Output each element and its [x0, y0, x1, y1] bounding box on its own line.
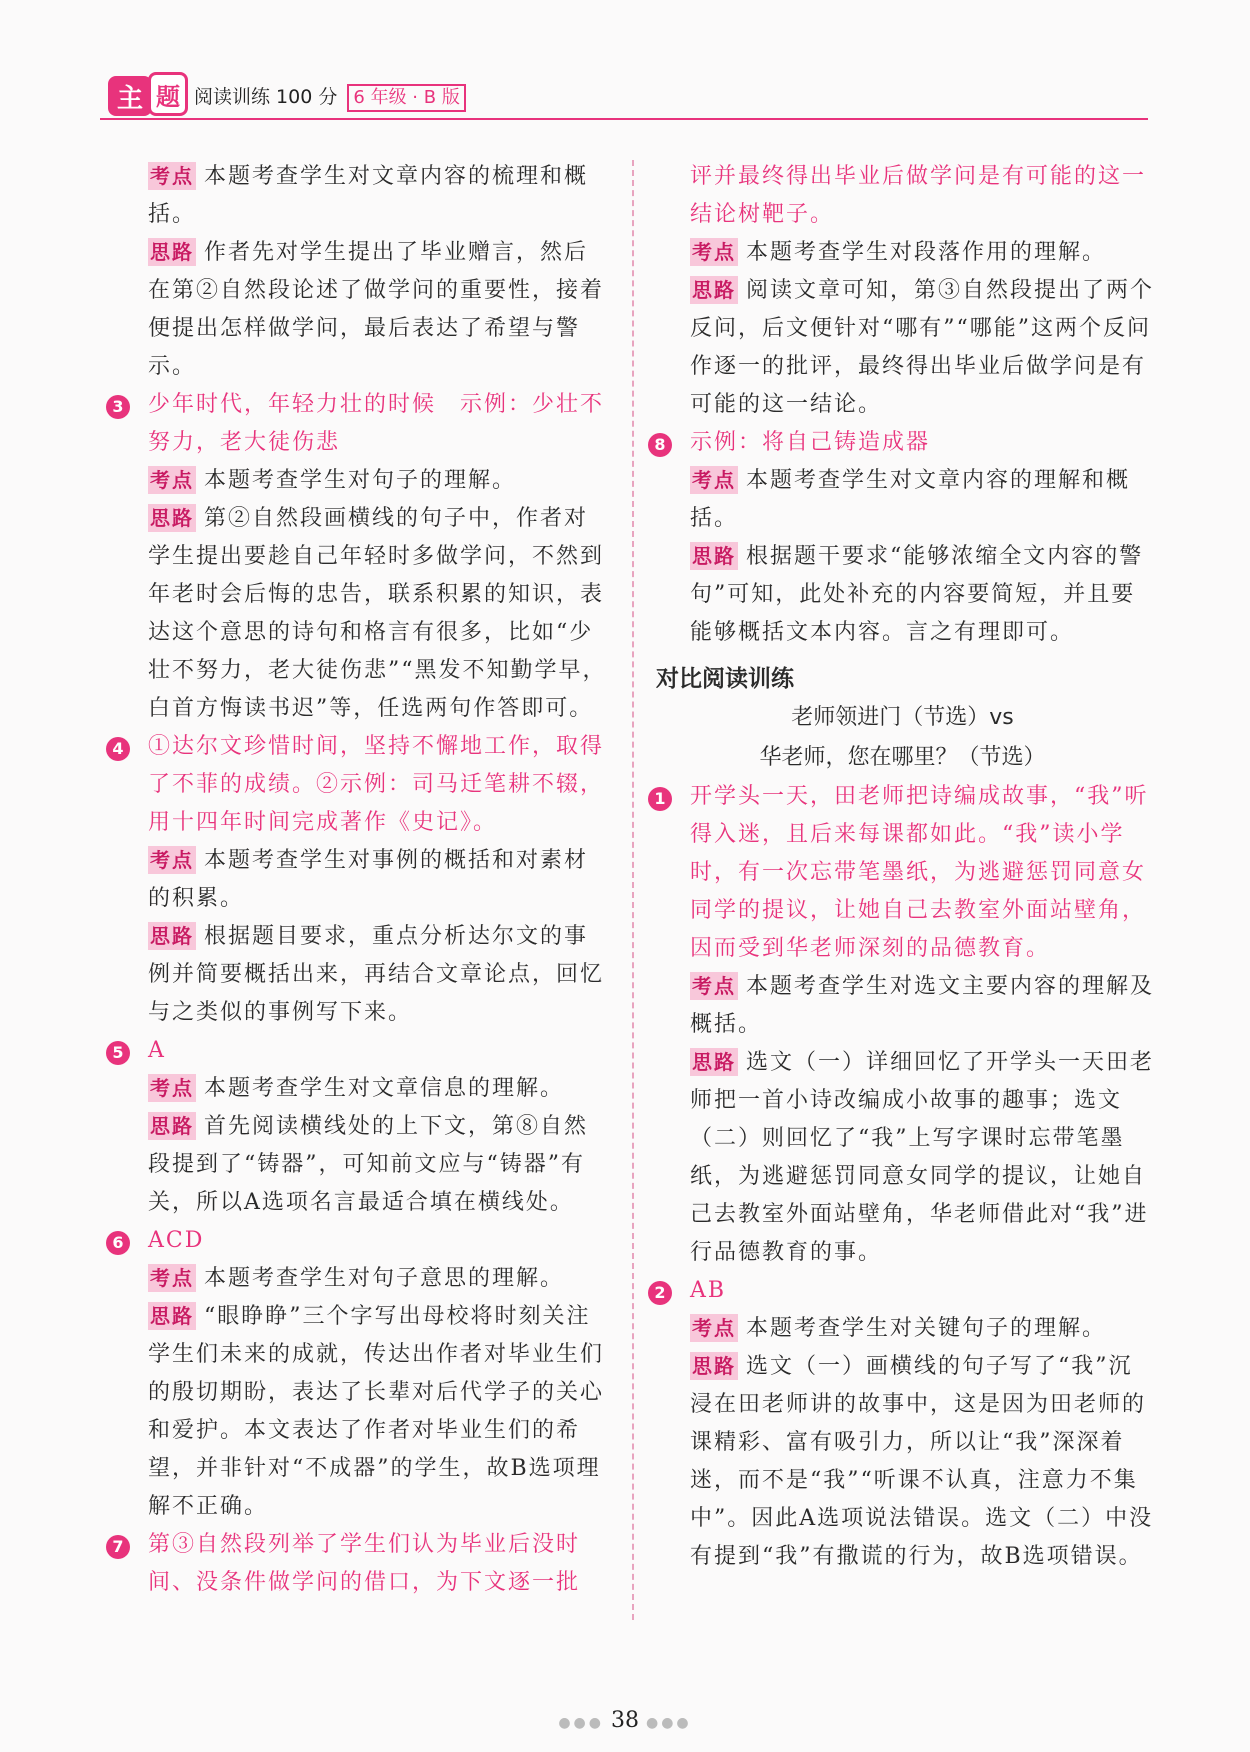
answer-block-q5	[108, 1032, 608, 1222]
answer-text: ①达尔文珍惜时间，坚持不懈地工作，取得了不菲的成绩。②示例：司马迁笔耕不辍，用十四年时间完成著作《史记》。	[148, 734, 605, 835]
silu-tag: 思路	[150, 240, 194, 264]
kaodian-text: 本题考查学生对句子意思的理解。	[204, 1266, 565, 1291]
answer-text: 评并最终得出毕业后做学问是有可能的这一结论树靶子。	[690, 164, 1147, 227]
answer-block-q7-cont	[650, 158, 1155, 424]
silu-text: 选文（一）详细回忆了开学头一天田老师把一首小诗改编成小故事的趣事；选文（二）则回忆了“我”上写字课时忘带笔墨纸，为逃避惩罚同意女同学的提议，让她自己去教室外面站壁角，华老师借此对“我”进行品德教育的事。	[690, 1050, 1155, 1265]
kaodian-tag: 考点	[150, 1266, 194, 1290]
answer-block-c2	[650, 1272, 1155, 1576]
book-title-text: 阅读训练 100 分	[194, 86, 338, 108]
answer-text: 少年时代，年轻力壮的时候 示例：少壮不努力，老大徒伤悲	[148, 392, 605, 455]
silu-line	[690, 1044, 1155, 1272]
kaodian-tag: 考点	[692, 974, 736, 998]
kaodian-line	[148, 1070, 608, 1108]
silu-text: 根据题目要求，重点分析达尔文的事例并简要概括出来，再结合文章论点，回忆与之类似的事例写下来。	[148, 924, 605, 1025]
silu-tag: 思路	[150, 924, 194, 948]
kaodian-tag: 考点	[692, 1316, 736, 1340]
question-number: 4	[106, 737, 130, 761]
page-header	[100, 72, 1150, 120]
kaodian-text: 本题考查学生对文章内容的理解和概括。	[690, 468, 1131, 531]
silu-text: 作者先对学生提出了毕业赠言，然后在第②自然段论述了做学问的重要性，接着便提出怎样做学问，最后表达了希望与警示。	[148, 240, 605, 379]
silu-text: 根据题干要求“能够浓缩全文内容的警句”可知，此处补充的内容要简短，并且要能够概括文本内容。言之有理即可。	[690, 544, 1144, 645]
kaodian-tag: 考点	[692, 240, 736, 264]
kaodian-line	[148, 1260, 608, 1298]
kaodian-line	[690, 968, 1155, 1044]
silu-tag: 思路	[692, 544, 736, 568]
answer-block-c1	[650, 778, 1155, 1272]
left-column	[108, 158, 608, 1602]
section-title: 对比阅读训练	[656, 666, 794, 692]
silu-line	[148, 500, 608, 728]
kaodian-line	[690, 234, 1155, 272]
answer-text: ACD	[148, 1228, 205, 1253]
silu-line	[690, 538, 1155, 652]
answer-block-q2-cont	[108, 158, 608, 386]
answer-text: 开学头一天，田老师把诗编成故事，“我”听得入迷，且后来每课都如此。“我”读小学时，有一次忘带笔墨纸，为逃避惩罚同意女同学的提议，让她自己去教室外面站壁角，因而受到华老师深刻的品德教育。	[690, 784, 1149, 961]
sub-title-line-2: 华老师，您在哪里？（节选）	[759, 745, 1046, 770]
kaodian-text: 本题考查学生对段落作用的理解。	[746, 240, 1107, 265]
silu-text: 第②自然段画横线的句子中，作者对学生提出要趁自己年轻时多做学问，不然到年老时会后悔的忠告，联系积累的知识，表达这个意思的诗句和格言有很多，比如“少壮不努力，老大徒伤悲”“黑发不知勤学早，白首方悔读书迟”等，任选两句作答即可。	[148, 506, 607, 721]
kaodian-line	[690, 1310, 1155, 1348]
answer-block-q8	[650, 424, 1155, 652]
answer-text: AB	[690, 1278, 727, 1303]
silu-text: 首先阅读横线处的上下文，第⑧自然段提到了“铸器”，可知前文应与“铸器”有关，所以A选项名言最适合填在横线处。	[148, 1114, 589, 1215]
header-rule	[100, 118, 1148, 120]
silu-tag: 思路	[150, 1304, 194, 1328]
page-number: 38	[611, 1708, 639, 1733]
kaodian-tag: 考点	[150, 468, 194, 492]
page-footer	[0, 1708, 1250, 1733]
silu-line	[690, 1348, 1155, 1576]
kaodian-line	[148, 158, 608, 234]
question-number: 8	[648, 433, 672, 457]
kaodian-tag: 考点	[692, 468, 736, 492]
silu-line	[148, 1298, 608, 1526]
question-number: 7	[106, 1535, 130, 1559]
kaodian-tag: 考点	[150, 1076, 194, 1100]
silu-tag: 思路	[692, 1354, 736, 1378]
question-number: 5	[106, 1041, 130, 1065]
answer-block-q6	[108, 1222, 608, 1526]
question-number: 1	[648, 787, 672, 811]
logo-ti: 题	[148, 72, 188, 116]
silu-line	[690, 272, 1155, 424]
answer-text: A	[148, 1038, 166, 1063]
silu-tag: 思路	[692, 278, 736, 302]
silu-line	[148, 918, 608, 1032]
kaodian-tag: 考点	[150, 164, 194, 188]
silu-text: 阅读文章可知，第③自然段提出了两个反问，后文便针对“哪有”“哪能”这两个反问作逐一的批评，最终得出毕业后做学问是有可能的这一结论。	[690, 278, 1155, 417]
footer-dots-right: ●●●	[646, 1715, 692, 1731]
silu-tag: 思路	[692, 1050, 736, 1074]
right-column	[650, 158, 1155, 1576]
kaodian-line	[148, 842, 608, 918]
question-number: 3	[106, 395, 130, 419]
answer-text: 示例：将自己铸造成器	[690, 430, 931, 455]
kaodian-text: 本题考查学生对文章信息的理解。	[204, 1076, 565, 1101]
kaodian-text: 本题考查学生对句子的理解。	[204, 468, 517, 493]
answer-block-q4	[108, 728, 608, 1032]
kaodian-text: 本题考查学生对选文主要内容的理解及概括。	[690, 974, 1155, 1037]
answer-text: 第③自然段列举了学生们认为毕业后没时间、没条件做学问的借口，为下文逐一批	[148, 1532, 581, 1595]
kaodian-text: 本题考查学生对事例的概括和对素材的积累。	[148, 848, 589, 911]
kaodian-line	[148, 462, 608, 500]
logo-zhu: 主	[108, 76, 152, 116]
footer-dots-left: ●●●	[558, 1715, 604, 1731]
book-title	[194, 82, 466, 112]
question-number: 6	[106, 1231, 130, 1255]
kaodian-text: 本题考查学生对文章内容的梳理和概括。	[148, 164, 589, 227]
kaodian-line	[690, 462, 1155, 538]
answer-block-q7	[108, 1526, 608, 1602]
answer-block-q3	[108, 386, 608, 728]
silu-text: “眼睁睁”三个字写出母校将时刻关注学生们未来的成就，传达出作者对毕业生们的殷切期盼，表达了长辈对后代学子的关心和爱护。本文表达了作者对毕业生们的希望，并非针对“不成器”的学生，故B选项理解不正确。	[148, 1304, 605, 1519]
question-number: 2	[648, 1281, 672, 1305]
kaodian-text: 本题考查学生对关键句子的理解。	[746, 1316, 1107, 1341]
sub-title-line-1: 老师领进门（节选）vs	[791, 705, 1014, 730]
silu-text: 选文（一）画横线的句子写了“我”沉浸在田老师讲的故事中，这是因为田老师的课精彩、富有吸引力，所以让“我”深深着迷，而不是“我”“听课不认真，注意力不集中”。因此A选项说法错误。选文（二）中没有提到“我”有撒谎的行为，故B选项错误。	[690, 1354, 1154, 1569]
silu-line	[148, 234, 608, 386]
silu-tag: 思路	[150, 1114, 194, 1138]
column-divider	[632, 160, 634, 1620]
silu-tag: 思路	[150, 506, 194, 530]
grade-badge: 6 年级 · B 版	[347, 84, 465, 112]
silu-line	[148, 1108, 608, 1222]
kaodian-tag: 考点	[150, 848, 194, 872]
